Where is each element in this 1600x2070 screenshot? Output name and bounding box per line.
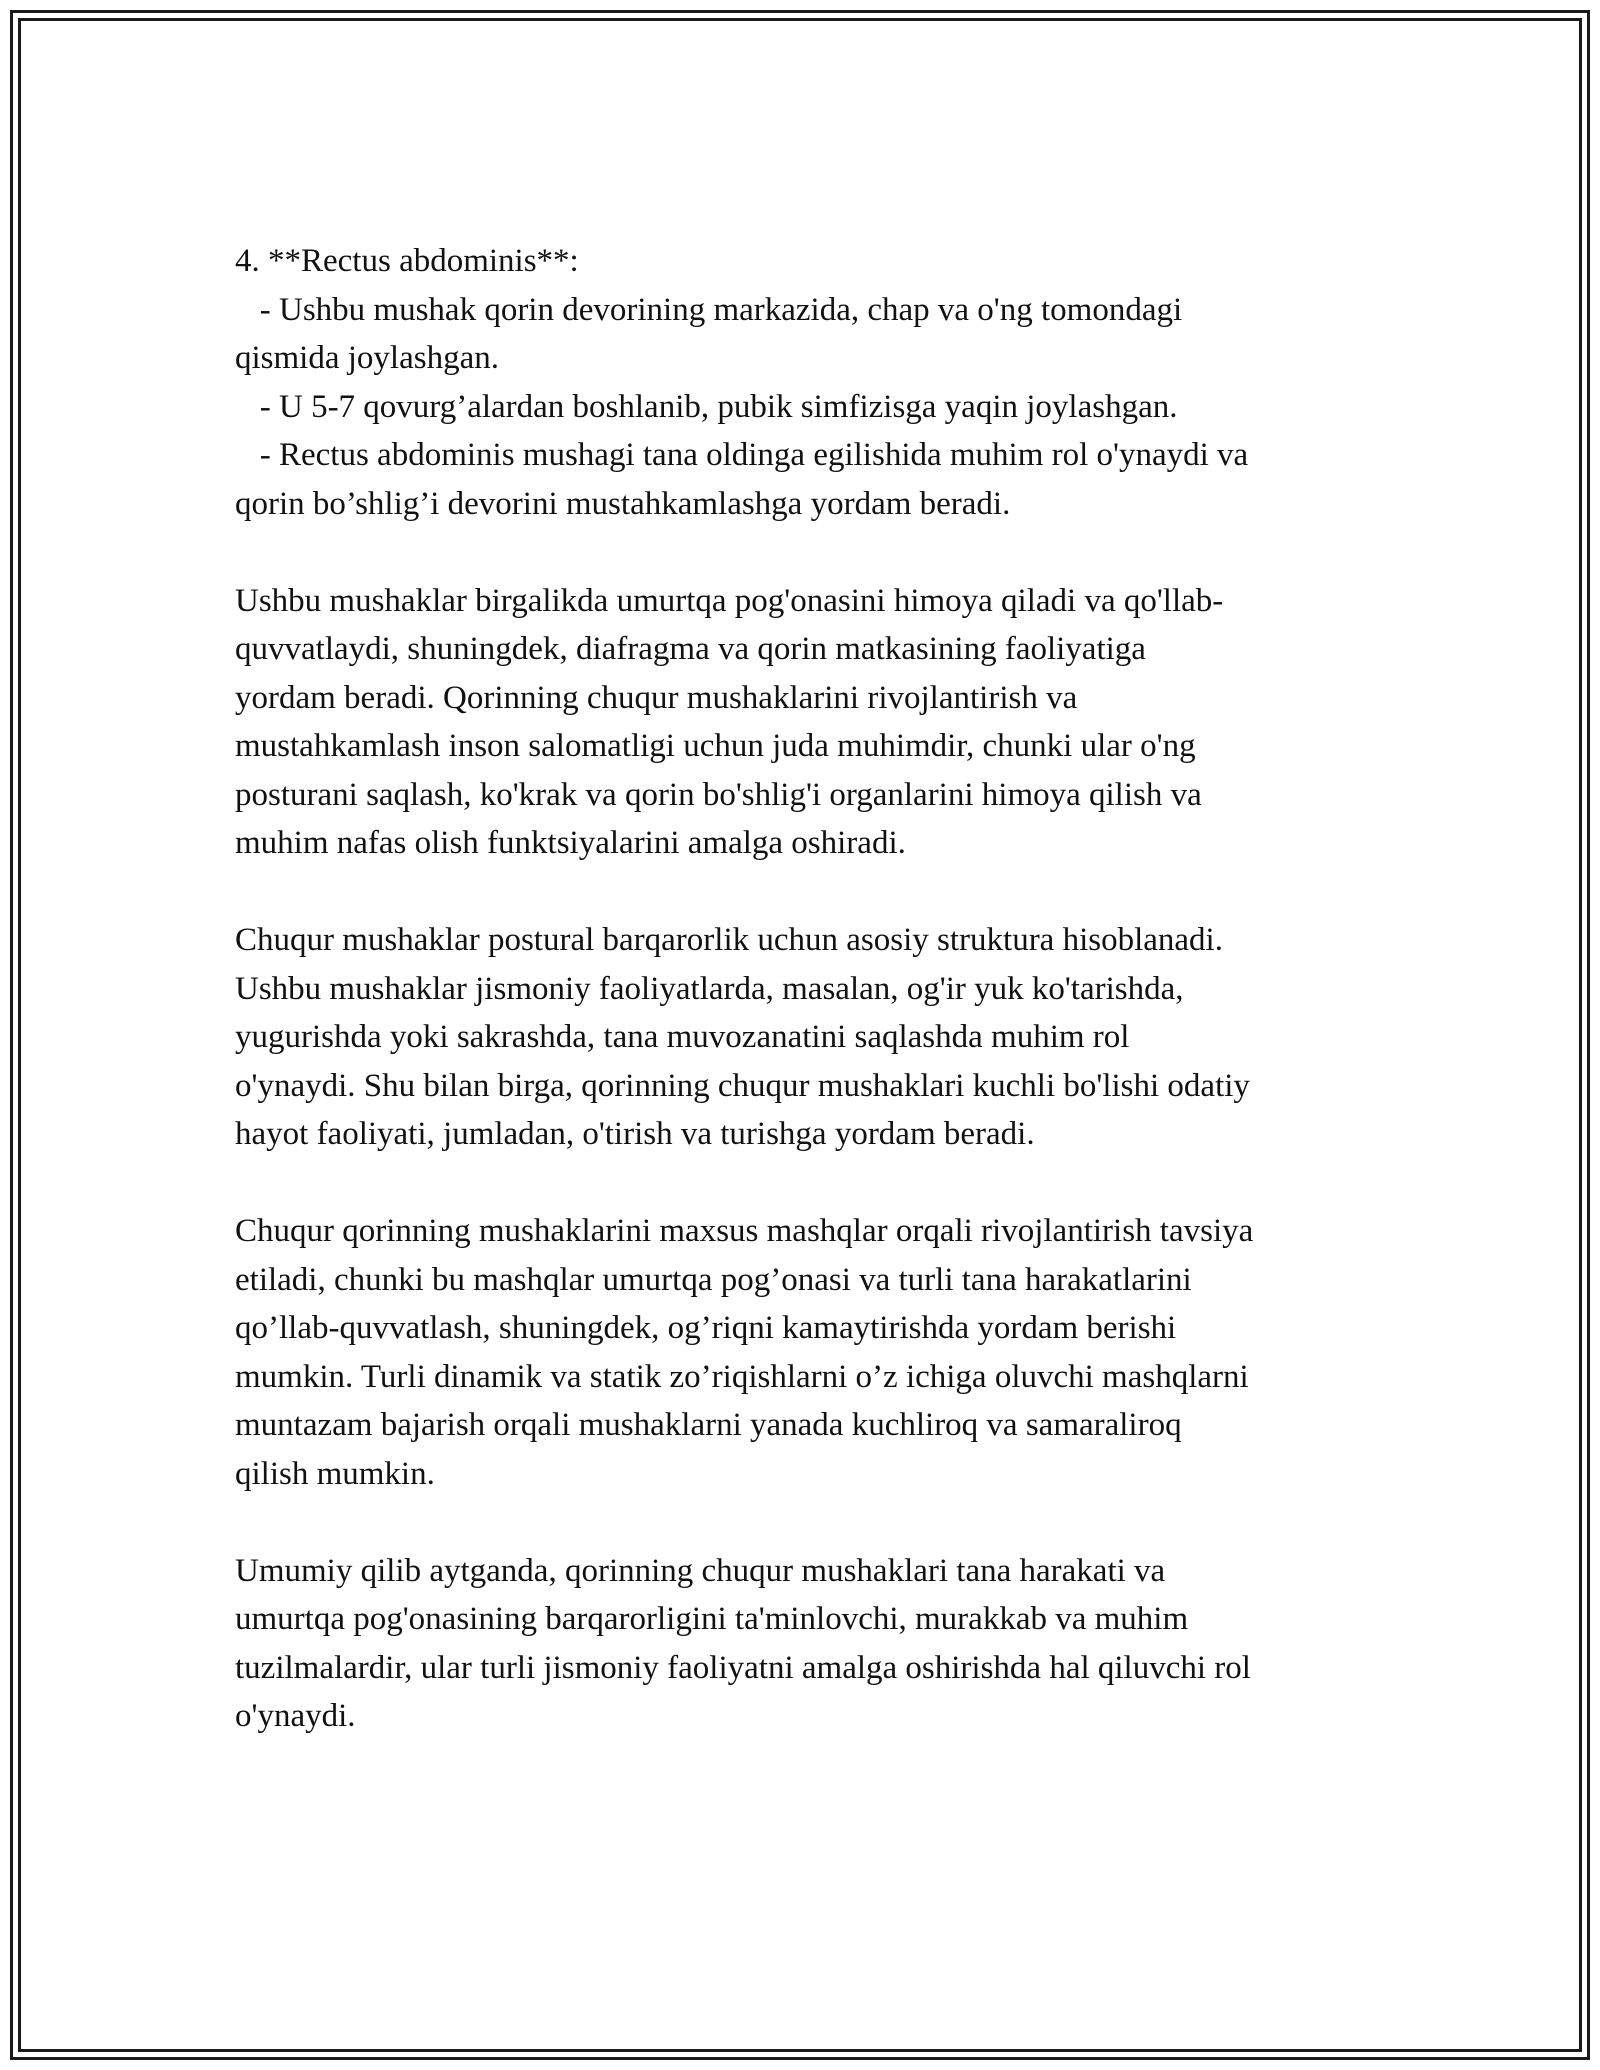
text-line: hayot faoliyati, jumladan, o'tirish va turishga yordam beradi. xyxy=(235,1116,1035,1152)
paragraph-exercise-recommendation xyxy=(235,1207,1385,1498)
text-line: qilish mumkin. xyxy=(235,1455,435,1492)
text-line: yordam beradi. Qorinning chuqur mushaklarini rivojlantirish va xyxy=(235,679,1078,716)
text-line: umurtqa pog'onasining barqarorligini ta'minlovchi, murakkab va muhim xyxy=(235,1601,1189,1637)
text-line: qo’llab-quvvatlash, shuningdek, og’riqni kamaytirishda yordam berishi xyxy=(235,1310,1177,1346)
paragraph-spine-support xyxy=(235,577,1385,868)
text-line: o'ynaydi. Shu bilan birga, qorinning chuqur mushaklari kuchli bo'lishi odatiy xyxy=(235,1067,1250,1104)
text-line: 4. **Rectus abdominis**: xyxy=(235,243,579,279)
text-line: - Rectus abdominis mushagi tana oldinga egilishida muhim rol o'ynaydi va xyxy=(235,437,1249,473)
text-line: mumkin. Turli dinamik va statik zo’riqishlarni o’z ichiga oluvchi mashqlarni xyxy=(235,1358,1249,1395)
paragraph-conclusion xyxy=(235,1547,1385,1741)
text-line: Ushbu mushaklar jismoniy faoliyatlarda, masalan, og'ir yuk ko'tarishda, xyxy=(235,970,1184,1007)
document-body xyxy=(235,237,1385,1741)
text-line: Umumiy qilib aytganda, qorinning chuqur mushaklari tana harakati va xyxy=(235,1552,1166,1589)
text-line: Chuqur qorinning mushaklarini maxsus mashqlar orqali rivojlantirish tavsiya xyxy=(235,1213,1254,1249)
text-line: - U 5-7 qovurg’alardan boshlanib, pubik simfizisga yaqin joylashgan. xyxy=(235,388,1178,425)
text-line: Ushbu mushaklar birgalikda umurtqa pog'onasini himoya qiladi va qo'llab- xyxy=(235,582,1224,619)
text-line: quvvatlaydi, shuningdek, diafragma va qorin matkasining faoliyatiga xyxy=(235,631,1146,667)
text-line: muntazam bajarish orqali mushaklarni yanada kuchliroq va samaraliroq xyxy=(235,1407,1182,1443)
text-line: Chuqur mushaklar postural barqarorlik uchun asosiy struktura hisoblanadi. xyxy=(235,922,1223,958)
text-line: mustahkamlash inson salomatligi uchun juda muhimdir, chunki ular o'ng xyxy=(235,728,1196,764)
paragraph-rectus-abdominis xyxy=(235,237,1385,528)
text-line: posturani saqlash, ko'krak va qorin bo'shlig'i organlarini himoya qilish va xyxy=(235,776,1202,813)
text-line: muhim nafas olish funktsiyalarini amalga oshiradi. xyxy=(235,825,906,861)
text-line: qismida joylashgan. xyxy=(235,340,499,376)
text-line: o'ynaydi. xyxy=(235,1698,356,1734)
text-line: tuzilmalardir, ular turli jismoniy faoliyatni amalga oshirishda hal qiluvchi rol xyxy=(235,1649,1251,1686)
paragraph-postural-stability xyxy=(235,916,1385,1159)
text-line: - Ushbu mushak qorin devorining markazida, chap va o'ng tomondagi xyxy=(235,291,1183,328)
text-line: qorin bo’shlig’i devorini mustahkamlashga yordam beradi. xyxy=(235,485,1011,522)
text-line: etiladi, chunki bu mashqlar umurtqa pog’onasi va turli tana harakatlarini xyxy=(235,1261,1192,1298)
text-line: yugurishda yoki sakrashda, tana muvozanatini saqlashda muhim rol xyxy=(235,1019,1130,1055)
